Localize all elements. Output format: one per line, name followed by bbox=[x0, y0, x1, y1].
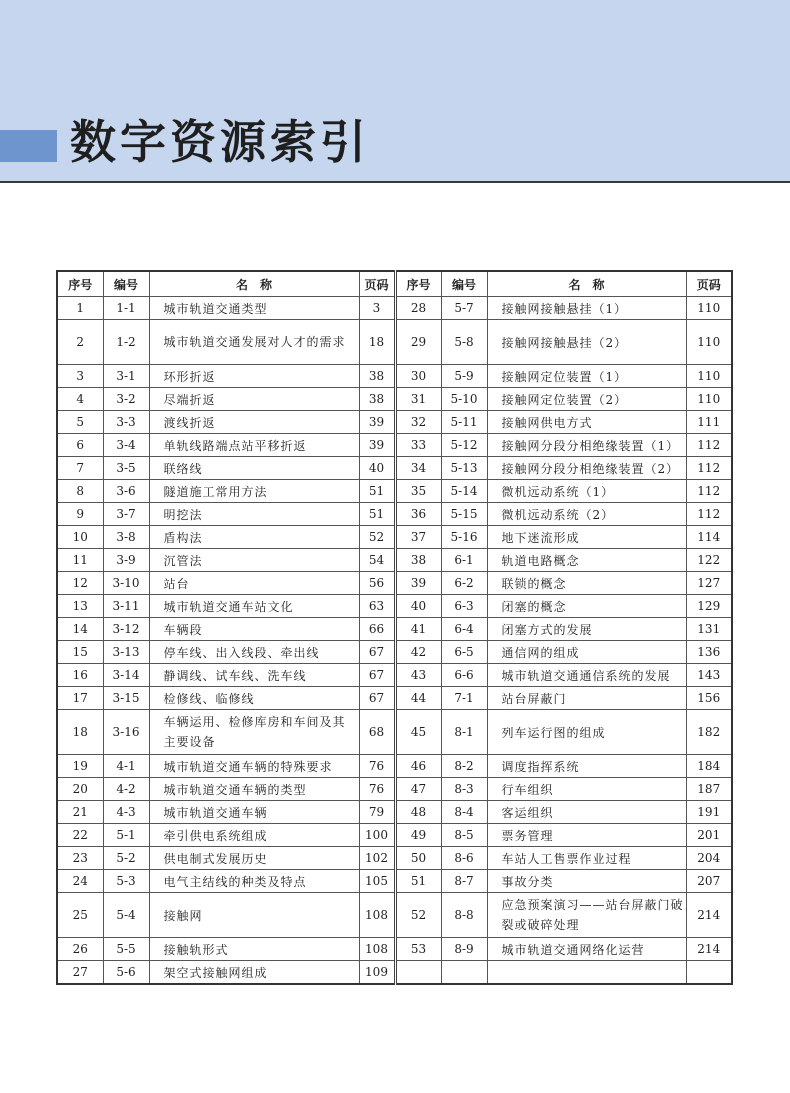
cell-code: 3-9 bbox=[103, 549, 149, 572]
table-row bbox=[57, 847, 732, 870]
cell-code: 3-15 bbox=[103, 687, 149, 710]
cell-name: 检修线、临修线 bbox=[149, 687, 359, 710]
cell-name: 地下迷流形成 bbox=[487, 526, 686, 549]
cell-code: 3-16 bbox=[103, 710, 149, 755]
cell-no: 11 bbox=[57, 549, 103, 572]
cell-no: 2 bbox=[57, 320, 103, 365]
cell-code: 8-9 bbox=[441, 938, 487, 961]
cell-no: 43 bbox=[395, 664, 441, 687]
cell-name: 票务管理 bbox=[487, 824, 686, 847]
cell-code: 5-12 bbox=[441, 434, 487, 457]
cell-name: 事故分类 bbox=[487, 870, 686, 893]
cell-page: 184 bbox=[686, 755, 732, 778]
table-row bbox=[57, 595, 732, 618]
cell-name: 尽端折返 bbox=[149, 388, 359, 411]
cell-code: 3-10 bbox=[103, 572, 149, 595]
cell-code: 5-11 bbox=[441, 411, 487, 434]
cell-no: 16 bbox=[57, 664, 103, 687]
cell-code: 6-1 bbox=[441, 549, 487, 572]
header-page: 页码 bbox=[359, 271, 395, 297]
cell-no: 3 bbox=[57, 365, 103, 388]
header-banner bbox=[0, 0, 790, 183]
cell-no: 8 bbox=[57, 480, 103, 503]
table-row bbox=[57, 480, 732, 503]
cell-code: 8-1 bbox=[441, 710, 487, 755]
cell-no: 34 bbox=[395, 457, 441, 480]
cell-name: 接触网定位装置（1） bbox=[487, 365, 686, 388]
cell-code: 3-14 bbox=[103, 664, 149, 687]
cell-name: 联络线 bbox=[149, 457, 359, 480]
cell-page: 51 bbox=[359, 480, 395, 503]
cell-code: 5-5 bbox=[103, 938, 149, 961]
cell-name: 电气主结线的种类及特点 bbox=[149, 870, 359, 893]
cell-page: 76 bbox=[359, 778, 395, 801]
table-row bbox=[57, 961, 732, 985]
cell-no: 6 bbox=[57, 434, 103, 457]
cell-no: 9 bbox=[57, 503, 103, 526]
cell-page: 63 bbox=[359, 595, 395, 618]
table-row bbox=[57, 503, 732, 526]
table-row bbox=[57, 778, 732, 801]
cell-page: 122 bbox=[686, 549, 732, 572]
cell-no: 51 bbox=[395, 870, 441, 893]
cell-name: 行车组织 bbox=[487, 778, 686, 801]
header-name: 名 称 bbox=[487, 271, 686, 297]
cell-page: 110 bbox=[686, 365, 732, 388]
cell-no: 23 bbox=[57, 847, 103, 870]
cell-page: 109 bbox=[359, 961, 395, 985]
cell-name: 站台屏蔽门 bbox=[487, 687, 686, 710]
cell-page: 112 bbox=[686, 480, 732, 503]
cell-name: 架空式接触网组成 bbox=[149, 961, 359, 985]
cell-code: 8-5 bbox=[441, 824, 487, 847]
cell-code: 3-3 bbox=[103, 411, 149, 434]
cell-page: 108 bbox=[359, 938, 395, 961]
cell-code: 5-7 bbox=[441, 297, 487, 320]
resource-index-table bbox=[56, 270, 733, 985]
cell-code: 5-2 bbox=[103, 847, 149, 870]
cell-code: 5-10 bbox=[441, 388, 487, 411]
table-row bbox=[57, 572, 732, 595]
cell-code: 3-4 bbox=[103, 434, 149, 457]
cell-name: 单轨线路端点站平移折返 bbox=[149, 434, 359, 457]
cell-code: 3-11 bbox=[103, 595, 149, 618]
table-row bbox=[57, 434, 732, 457]
cell-name: 渡线折返 bbox=[149, 411, 359, 434]
table-row bbox=[57, 641, 732, 664]
cell-code: 5-13 bbox=[441, 457, 487, 480]
table-row bbox=[57, 549, 732, 572]
cell-code: 3-12 bbox=[103, 618, 149, 641]
cell-name: 站台 bbox=[149, 572, 359, 595]
cell-page: 54 bbox=[359, 549, 395, 572]
cell-code: 3-8 bbox=[103, 526, 149, 549]
cell-page: 131 bbox=[686, 618, 732, 641]
cell-no bbox=[395, 961, 441, 985]
cell-name: 闭塞方式的发展 bbox=[487, 618, 686, 641]
table-row bbox=[57, 388, 732, 411]
cell-no: 20 bbox=[57, 778, 103, 801]
cell-page: 112 bbox=[686, 434, 732, 457]
cell-no: 46 bbox=[395, 755, 441, 778]
cell-page: 114 bbox=[686, 526, 732, 549]
header-page: 页码 bbox=[686, 271, 732, 297]
cell-no: 21 bbox=[57, 801, 103, 824]
cell-page: 204 bbox=[686, 847, 732, 870]
cell-page: 191 bbox=[686, 801, 732, 824]
cell-page: 39 bbox=[359, 434, 395, 457]
cell-no: 1 bbox=[57, 297, 103, 320]
cell-page: 67 bbox=[359, 687, 395, 710]
table-row bbox=[57, 457, 732, 480]
cell-no: 24 bbox=[57, 870, 103, 893]
cell-name: 客运组织 bbox=[487, 801, 686, 824]
cell-page: 51 bbox=[359, 503, 395, 526]
cell-page: 76 bbox=[359, 755, 395, 778]
cell-code: 1-2 bbox=[103, 320, 149, 365]
cell-no: 40 bbox=[395, 595, 441, 618]
cell-name: 城市轨道交通发展对人才的需求 bbox=[149, 320, 359, 365]
cell-code: 7-1 bbox=[441, 687, 487, 710]
page-title: 数字资源索引 bbox=[70, 115, 370, 169]
cell-code: 6-6 bbox=[441, 664, 487, 687]
cell-name: 接触网接触悬挂（1） bbox=[487, 297, 686, 320]
table-row bbox=[57, 411, 732, 434]
cell-no: 28 bbox=[395, 297, 441, 320]
cell-name: 城市轨道交通网络化运营 bbox=[487, 938, 686, 961]
cell-name: 接触网分段分相绝缘装置（1） bbox=[487, 434, 686, 457]
cell-page: 127 bbox=[686, 572, 732, 595]
cell-page: 56 bbox=[359, 572, 395, 595]
table-row bbox=[57, 893, 732, 938]
cell-name: 接触网分段分相绝缘装置（2） bbox=[487, 457, 686, 480]
cell-no: 41 bbox=[395, 618, 441, 641]
cell-page: 111 bbox=[686, 411, 732, 434]
cell-no: 36 bbox=[395, 503, 441, 526]
cell-page: 38 bbox=[359, 365, 395, 388]
cell-page: 108 bbox=[359, 893, 395, 938]
cell-name: 车辆运用、检修库房和车间及其主要设备 bbox=[149, 710, 359, 755]
cell-page: 129 bbox=[686, 595, 732, 618]
cell-page: 68 bbox=[359, 710, 395, 755]
cell-code: 5-3 bbox=[103, 870, 149, 893]
cell-name: 接触轨形式 bbox=[149, 938, 359, 961]
cell-name: 明挖法 bbox=[149, 503, 359, 526]
cell-page: 143 bbox=[686, 664, 732, 687]
cell-page bbox=[686, 961, 732, 985]
cell-no: 30 bbox=[395, 365, 441, 388]
cell-code: 8-2 bbox=[441, 755, 487, 778]
table-row bbox=[57, 687, 732, 710]
cell-name: 接触网供电方式 bbox=[487, 411, 686, 434]
cell-code: 5-4 bbox=[103, 893, 149, 938]
cell-no: 29 bbox=[395, 320, 441, 365]
cell-code: 8-8 bbox=[441, 893, 487, 938]
cell-no: 53 bbox=[395, 938, 441, 961]
cell-no: 12 bbox=[57, 572, 103, 595]
cell-name: 微机远动系统（2） bbox=[487, 503, 686, 526]
cell-name: 沉管法 bbox=[149, 549, 359, 572]
cell-no: 7 bbox=[57, 457, 103, 480]
cell-name: 隧道施工常用方法 bbox=[149, 480, 359, 503]
cell-page: 136 bbox=[686, 641, 732, 664]
cell-page: 110 bbox=[686, 320, 732, 365]
cell-no: 31 bbox=[395, 388, 441, 411]
cell-code: 5-6 bbox=[103, 961, 149, 985]
cell-page: 110 bbox=[686, 388, 732, 411]
cell-page: 102 bbox=[359, 847, 395, 870]
cell-code: 3-7 bbox=[103, 503, 149, 526]
cell-code: 3-6 bbox=[103, 480, 149, 503]
cell-name: 牵引供电系统组成 bbox=[149, 824, 359, 847]
cell-code: 5-16 bbox=[441, 526, 487, 549]
header-code: 编号 bbox=[441, 271, 487, 297]
cell-no: 22 bbox=[57, 824, 103, 847]
table-row bbox=[57, 755, 732, 778]
cell-no: 10 bbox=[57, 526, 103, 549]
cell-name: 城市轨道交通类型 bbox=[149, 297, 359, 320]
cell-no: 25 bbox=[57, 893, 103, 938]
cell-page: 40 bbox=[359, 457, 395, 480]
cell-page: 67 bbox=[359, 664, 395, 687]
cell-name: 城市轨道交通车站文化 bbox=[149, 595, 359, 618]
table-row bbox=[57, 320, 732, 365]
cell-no: 44 bbox=[395, 687, 441, 710]
cell-no: 45 bbox=[395, 710, 441, 755]
cell-page: 67 bbox=[359, 641, 395, 664]
cell-code: 4-3 bbox=[103, 801, 149, 824]
table-row bbox=[57, 526, 732, 549]
cell-page: 100 bbox=[359, 824, 395, 847]
cell-name: 环形折返 bbox=[149, 365, 359, 388]
table-row bbox=[57, 824, 732, 847]
cell-name: 城市轨道交通车辆的类型 bbox=[149, 778, 359, 801]
cell-page: 18 bbox=[359, 320, 395, 365]
cell-no: 15 bbox=[57, 641, 103, 664]
cell-no: 17 bbox=[57, 687, 103, 710]
cell-code: 8-6 bbox=[441, 847, 487, 870]
cell-name: 城市轨道交通车辆的特殊要求 bbox=[149, 755, 359, 778]
cell-name: 列车运行图的组成 bbox=[487, 710, 686, 755]
cell-no: 32 bbox=[395, 411, 441, 434]
cell-name: 静调线、试车线、洗车线 bbox=[149, 664, 359, 687]
cell-page: 66 bbox=[359, 618, 395, 641]
cell-no: 42 bbox=[395, 641, 441, 664]
cell-name: 供电制式发展历史 bbox=[149, 847, 359, 870]
cell-code: 3-13 bbox=[103, 641, 149, 664]
cell-page: 38 bbox=[359, 388, 395, 411]
cell-code: 5-14 bbox=[441, 480, 487, 503]
table-row bbox=[57, 297, 732, 320]
cell-no: 4 bbox=[57, 388, 103, 411]
cell-name: 车站人工售票作业过程 bbox=[487, 847, 686, 870]
cell-page: 187 bbox=[686, 778, 732, 801]
cell-name: 通信网的组成 bbox=[487, 641, 686, 664]
cell-code bbox=[441, 961, 487, 985]
cell-page: 112 bbox=[686, 457, 732, 480]
accent-bar bbox=[0, 130, 57, 162]
cell-code: 5-8 bbox=[441, 320, 487, 365]
cell-no: 33 bbox=[395, 434, 441, 457]
cell-name: 联锁的概念 bbox=[487, 572, 686, 595]
cell-name: 城市轨道交通车辆 bbox=[149, 801, 359, 824]
cell-page: 182 bbox=[686, 710, 732, 755]
cell-no: 5 bbox=[57, 411, 103, 434]
cell-code: 3-1 bbox=[103, 365, 149, 388]
cell-no: 38 bbox=[395, 549, 441, 572]
header-name: 名 称 bbox=[149, 271, 359, 297]
cell-page: 110 bbox=[686, 297, 732, 320]
cell-no: 35 bbox=[395, 480, 441, 503]
cell-page: 156 bbox=[686, 687, 732, 710]
cell-name: 停车线、出入线段、牵出线 bbox=[149, 641, 359, 664]
table-row bbox=[57, 801, 732, 824]
cell-page: 214 bbox=[686, 938, 732, 961]
cell-code: 6-4 bbox=[441, 618, 487, 641]
cell-no: 47 bbox=[395, 778, 441, 801]
cell-name: 微机远动系统（1） bbox=[487, 480, 686, 503]
header-no: 序号 bbox=[395, 271, 441, 297]
cell-page: 214 bbox=[686, 893, 732, 938]
cell-name: 接触网定位装置（2） bbox=[487, 388, 686, 411]
cell-no: 26 bbox=[57, 938, 103, 961]
cell-page: 79 bbox=[359, 801, 395, 824]
cell-page: 201 bbox=[686, 824, 732, 847]
cell-no: 49 bbox=[395, 824, 441, 847]
cell-code: 4-2 bbox=[103, 778, 149, 801]
cell-code: 1-1 bbox=[103, 297, 149, 320]
cell-code: 5-9 bbox=[441, 365, 487, 388]
cell-name: 接触网接触悬挂（2） bbox=[487, 320, 686, 365]
cell-page: 112 bbox=[686, 503, 732, 526]
table-header-row bbox=[57, 271, 732, 297]
cell-code: 6-2 bbox=[441, 572, 487, 595]
cell-no: 13 bbox=[57, 595, 103, 618]
cell-code: 3-2 bbox=[103, 388, 149, 411]
cell-name: 接触网 bbox=[149, 893, 359, 938]
cell-no: 27 bbox=[57, 961, 103, 985]
cell-no: 52 bbox=[395, 893, 441, 938]
cell-page: 3 bbox=[359, 297, 395, 320]
table-row bbox=[57, 938, 732, 961]
cell-page: 105 bbox=[359, 870, 395, 893]
table-row bbox=[57, 664, 732, 687]
cell-no: 19 bbox=[57, 755, 103, 778]
header-code: 编号 bbox=[103, 271, 149, 297]
cell-code: 8-7 bbox=[441, 870, 487, 893]
cell-name: 轨道电路概念 bbox=[487, 549, 686, 572]
cell-no: 48 bbox=[395, 801, 441, 824]
table-row bbox=[57, 870, 732, 893]
cell-code: 5-1 bbox=[103, 824, 149, 847]
cell-no: 14 bbox=[57, 618, 103, 641]
cell-page: 52 bbox=[359, 526, 395, 549]
cell-no: 18 bbox=[57, 710, 103, 755]
cell-code: 5-15 bbox=[441, 503, 487, 526]
cell-name: 调度指挥系统 bbox=[487, 755, 686, 778]
cell-code: 4-1 bbox=[103, 755, 149, 778]
table-row bbox=[57, 618, 732, 641]
table-row bbox=[57, 710, 732, 755]
table-row bbox=[57, 365, 732, 388]
cell-name: 城市轨道交通通信系统的发展 bbox=[487, 664, 686, 687]
cell-code: 6-3 bbox=[441, 595, 487, 618]
header-no: 序号 bbox=[57, 271, 103, 297]
cell-name bbox=[487, 961, 686, 985]
cell-code: 6-5 bbox=[441, 641, 487, 664]
cell-page: 207 bbox=[686, 870, 732, 893]
cell-page: 39 bbox=[359, 411, 395, 434]
cell-code: 8-3 bbox=[441, 778, 487, 801]
cell-name: 盾构法 bbox=[149, 526, 359, 549]
cell-code: 3-5 bbox=[103, 457, 149, 480]
cell-name: 车辆段 bbox=[149, 618, 359, 641]
cell-name: 应急预案演习——站台屏蔽门破裂或破碎处理 bbox=[487, 893, 686, 938]
cell-no: 37 bbox=[395, 526, 441, 549]
cell-no: 50 bbox=[395, 847, 441, 870]
cell-no: 39 bbox=[395, 572, 441, 595]
cell-code: 8-4 bbox=[441, 801, 487, 824]
cell-name: 闭塞的概念 bbox=[487, 595, 686, 618]
